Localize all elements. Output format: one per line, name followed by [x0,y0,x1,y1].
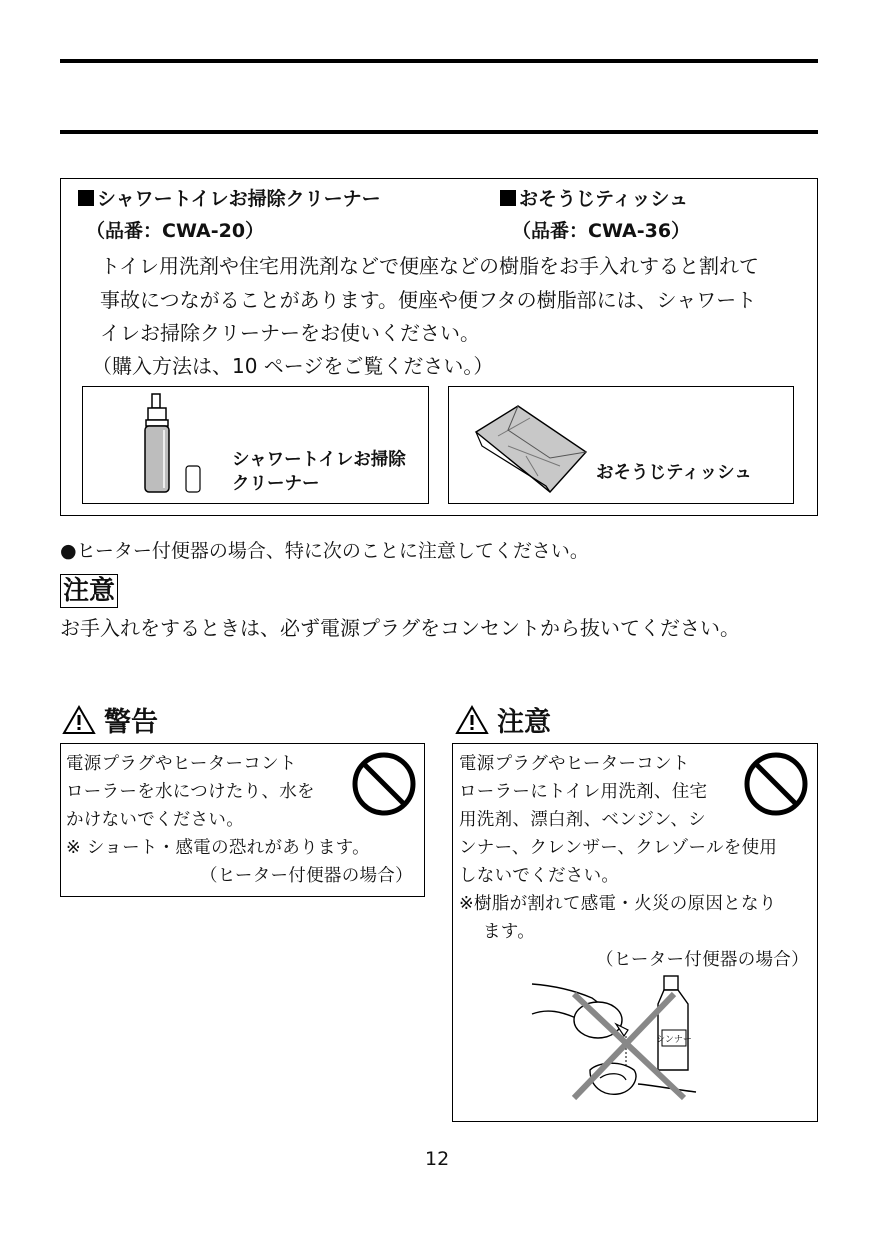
spray-bottle-illustration [130,390,220,500]
warning-line2: ローラーを水につけたり、水を [66,782,315,802]
section-rule [60,130,818,134]
caution-text: お手入れをするときは、必ず電源プラグをコンセントから抜いてください。 [60,616,740,640]
cleaner-figure-label-line1: シャワートイレお掃除 [232,450,406,470]
tissue-pack-illustration [468,396,590,496]
bottle-label: シンナー [656,1035,692,1045]
solvent-prohibited-illustration [528,974,718,1114]
square-bullet-icon [78,190,94,206]
product2-code: （品番：CWA-36） [512,220,691,242]
warning-heading [62,700,158,739]
cleaner-para-line4: （購入方法は、10 ページをご覧ください。） [92,354,494,378]
cleaner-figure-label-line2: クリーナー [232,474,320,494]
caution-line8: （ヒーター付便器の場合） [596,950,809,970]
prohibited-icon [742,750,810,818]
warning-line4: ※ ショート・感電の恐れがあります。 [66,838,370,858]
caution-line5: しないでください。 [459,866,620,886]
caution-heading [455,700,551,739]
caution-line2: ローラーにトイレ用洗剤、住宅 [459,782,708,802]
warning-line3: かけないでください。 [66,810,244,830]
caution-line1: 電源プラグやヒーターコント [459,754,690,774]
page-number: 12 [425,1148,450,1170]
caution-line3: 用洗剤、漂白剤、ベンジン、シ [459,810,706,830]
caution-label: 注意 [60,574,118,608]
caution-line4: ンナー、クレンザー、クレゾールを使用 [459,838,778,858]
warning-line5: （ヒーター付便器の場合） [200,866,413,886]
prohibited-icon [350,750,418,818]
heater-note: ●ヒーター付便器の場合、特に次のことに注意してください。 [60,540,589,562]
warning-triangle-icon [455,705,489,735]
top-rule [60,59,818,63]
warning-triangle-icon [62,705,96,735]
product1-name: シャワートイレお掃除クリーナー [97,188,381,210]
warning-title: 警告 [104,707,158,738]
warning-line1: 電源プラグやヒーターコント [66,754,297,774]
tissue-figure-label: おそうじティッシュ [596,463,752,483]
square-bullet-icon [500,190,516,206]
product1-name-row [78,184,381,211]
product1-code: （品番：CWA-20） [86,220,265,242]
cleaner-para-line3: イレお掃除クリーナーをお使いください。 [100,321,480,345]
cleaner-para-line1: トイレ用洗剤や住宅用洗剤などで便座などの樹脂をお手入れすると割れて [100,254,759,278]
caution-line7: ます。 [483,922,535,942]
product2-name: おそうじティッシュ [519,188,689,210]
caution-line6: ※樹脂が割れて感電・火災の原因となり [459,894,777,914]
cleaner-para-line2: 事故につながることがあります。便座や便フタの樹脂部には、シャワート [100,288,757,312]
caution-title: 注意 [497,707,551,738]
product2-name-row [500,184,688,211]
